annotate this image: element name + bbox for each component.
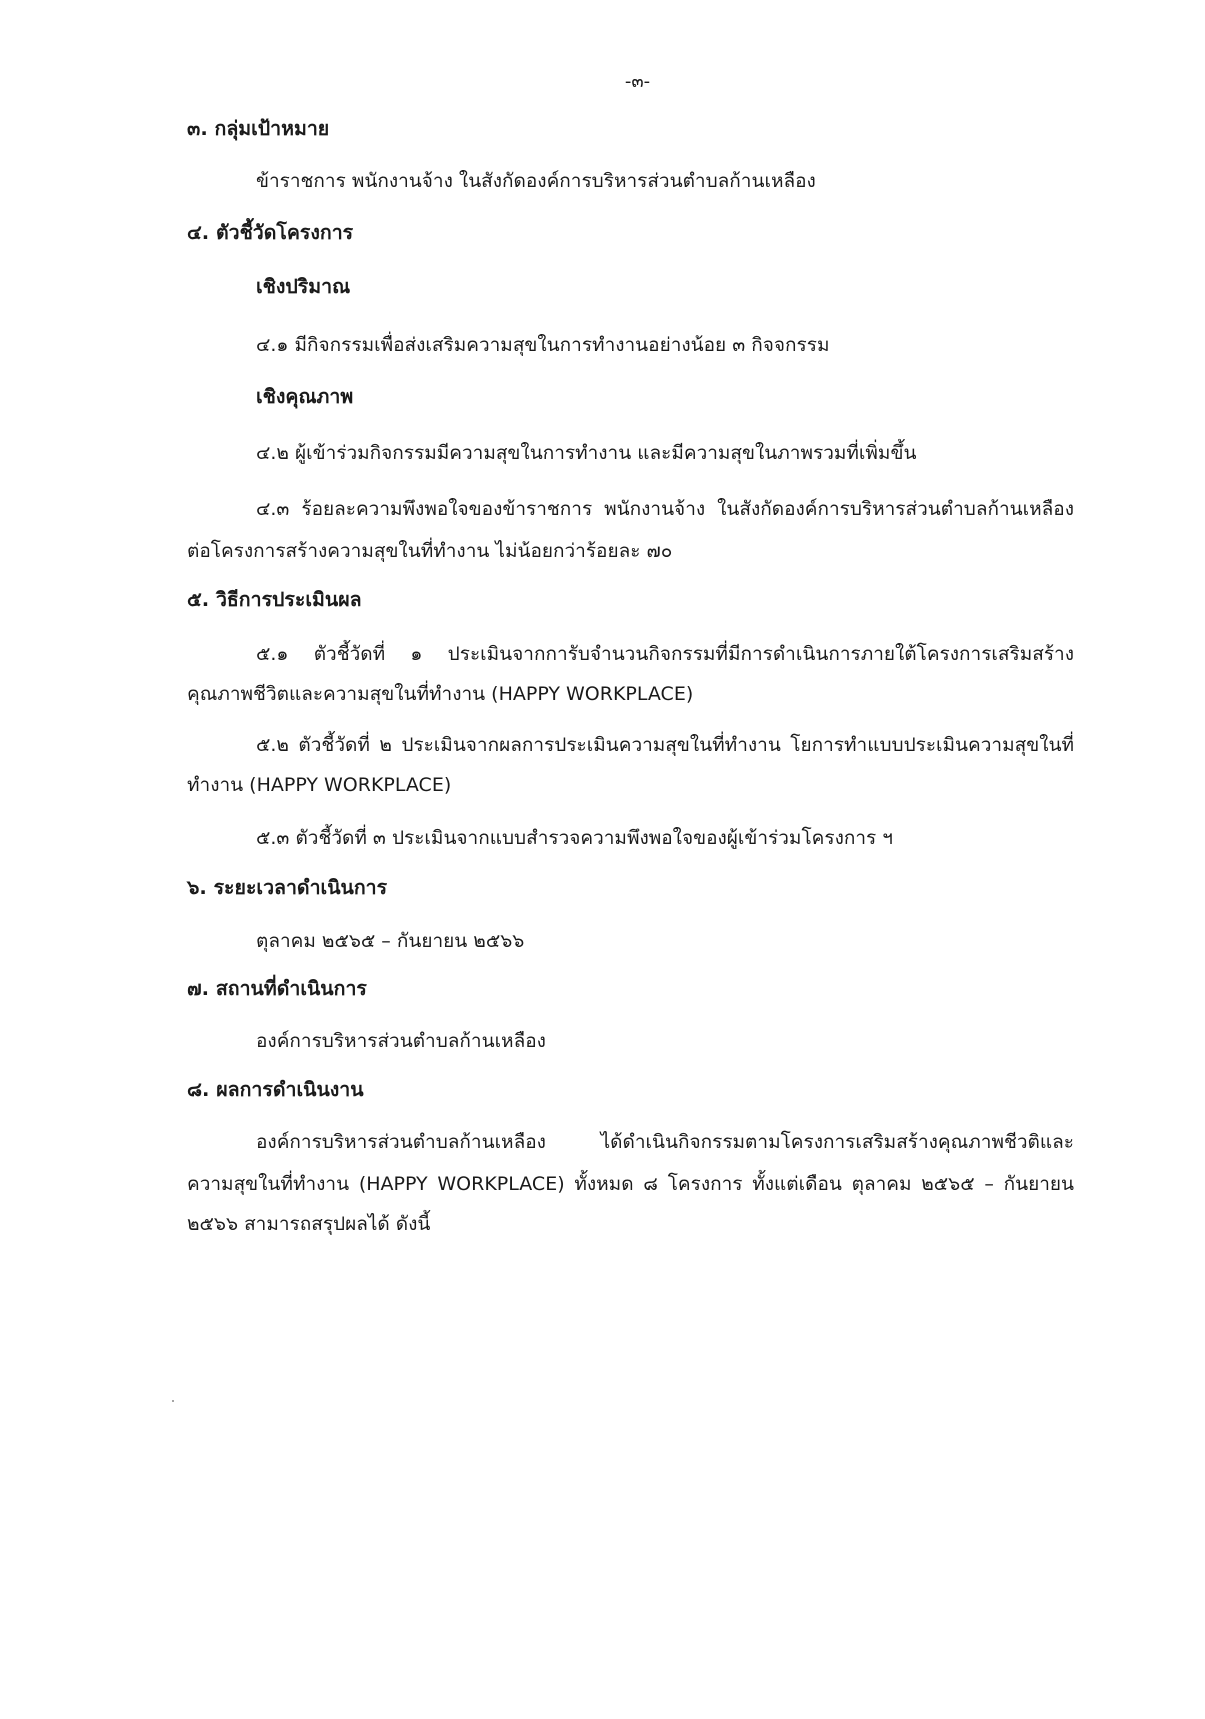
item-5-3: ๕.๓ ตัวชี้วัดที่ ๓ ประเมินจากแบบสำรวจความพึงพอใจของผู้เข้าร่วมโครงการ ฯ — [256, 827, 893, 849]
section-3-heading: ๓. กลุ่มเป้าหมาย — [187, 117, 330, 140]
item-5-2-line2: ทำงาน (HAPPY WORKPLACE) — [187, 774, 452, 796]
section-8-line2: ความสุขในที่ทำงาน (HAPPY WORKPLACE) ทั้งหมด ๘ โครงการ ทั้งแต่เดือน ตุลาคม ๒๕๖๕ – กันยายน — [187, 1173, 1074, 1195]
section-6-body: ตุลาคม ๒๕๖๕ – กันยายน ๒๕๖๖ — [256, 930, 525, 952]
section-8-line3: ๒๕๖๖ สามารถสรุปผลได้ ดังนี้ — [187, 1213, 431, 1235]
section-7-body: องค์การบริหารส่วนตำบลก้านเหลือง — [256, 1030, 546, 1052]
quantity-subheading: เชิงปริมาณ — [256, 275, 351, 298]
section-5-heading: ๕. วิธีการประเมินผล — [187, 588, 362, 611]
section-7-heading: ๗. สถานที่ดำเนินการ — [187, 977, 367, 1000]
item-4-2: ๔.๒ ผู้เข้าร่วมกิจกรรมมีความสุขในการทำงาน และมีความสุขในภาพรวมที่เพิ่มขึ้น — [256, 442, 917, 464]
item-4-3-line1: ๔.๓ ร้อยละความพึงพอใจของข้าราชการ พนักงานจ้าง ในสังกัดองค์การบริหารส่วนตำบลก้านเหลือง — [256, 498, 1074, 520]
page-number: -๓- — [624, 71, 651, 92]
section-8-line1: องค์การบริหารส่วนตำบลก้านเหลือง ได้ดำเนินกิจกรรมตามโครงการเสริมสร้างคุณภาพชีวติและ — [256, 1131, 1074, 1153]
item-4-3-line2: ต่อโครงการสร้างความสุขในที่ทำงาน ไม่น้อยกว่าร้อยละ ๗๐ — [187, 540, 673, 562]
item-5-1-line1: ๕.๑ ตัวชี้วัดที่ ๑ ประเมินจากการับจำนวนกิจกรรมที่มีการดำเนินการภายใต้โครงการเสริมสร้าง — [256, 643, 1074, 665]
item-5-1-line2: คุณภาพชีวิตและความสุขในที่ทำงาน (HAPPY WORKPLACE) — [187, 683, 694, 705]
quality-subheading: เชิงคุณภาพ — [256, 385, 354, 408]
item-5-2-line1: ๕.๒ ตัวชี้วัดที่ ๒ ประเมินจากผลการประเมินความสุขในที่ทำงาน โยการทำแบบประเมินความสุขในที่ — [256, 734, 1074, 756]
scan-speck — [172, 1400, 174, 1402]
item-4-1: ๔.๑ มีกิจกรรมเพื่อส่งเสริมความสุขในการทำงานอย่างน้อย ๓ กิจจกรรม — [256, 334, 830, 356]
section-4-heading: ๔. ตัวชี้วัดโครงการ — [187, 221, 354, 244]
section-3-body: ข้าราชการ พนักงานจ้าง ในสังกัดองค์การบริหารส่วนตำบลก้านเหลือง — [256, 170, 816, 192]
section-8-heading: ๘. ผลการดำเนินงาน — [187, 1078, 364, 1101]
section-6-heading: ๖. ระยะเวลาดำเนินการ — [187, 876, 388, 899]
